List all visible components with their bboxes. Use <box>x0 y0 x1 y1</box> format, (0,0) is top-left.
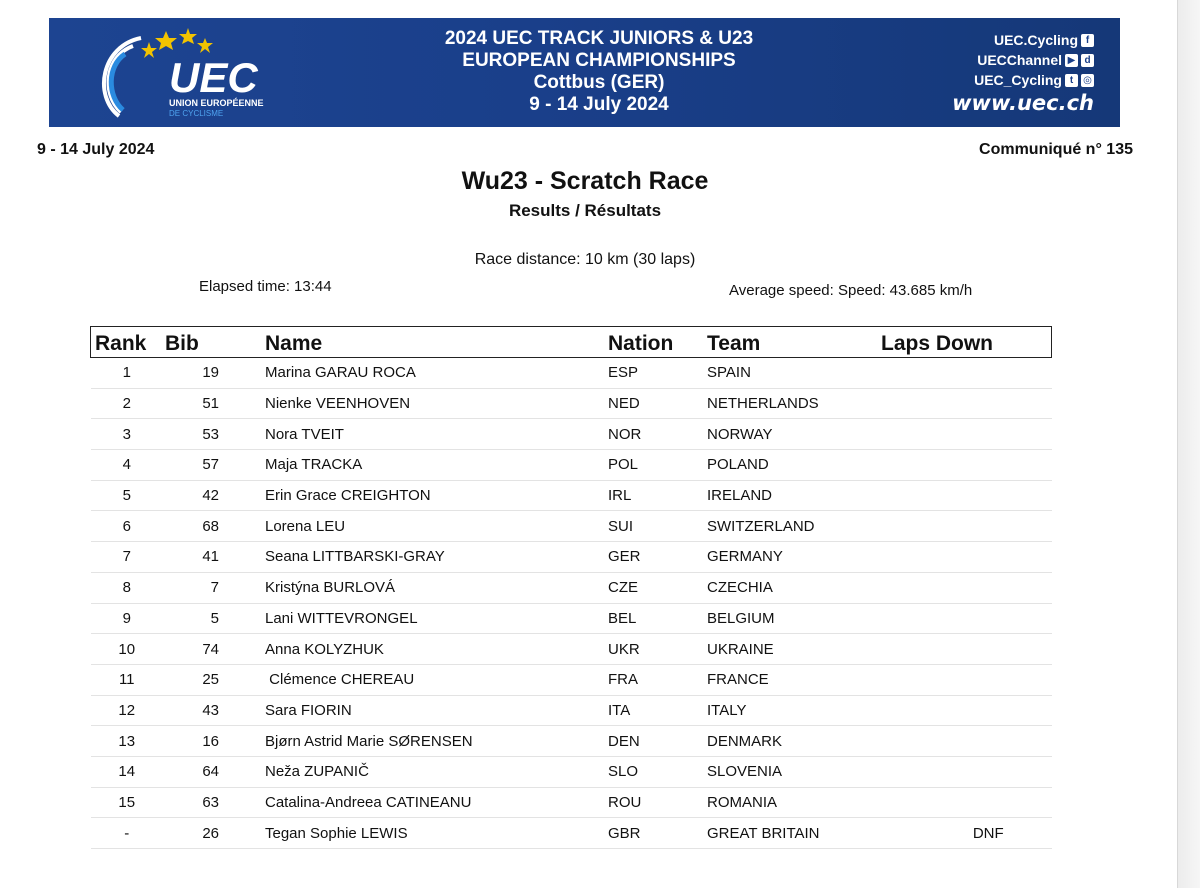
cell-nation: DEN <box>608 726 707 757</box>
cell-spacer <box>219 388 265 419</box>
results-subtitle: Results / Résultats <box>508 201 662 220</box>
banner-title-line: 9 - 14 July 2024 <box>529 94 669 115</box>
instagram-icon: ◎ <box>1081 74 1094 87</box>
cell-laps-down <box>881 358 1052 389</box>
cell-bib: 63 <box>163 787 219 818</box>
cell-laps-down <box>881 542 1052 573</box>
youtube-icon: ▶ <box>1065 54 1078 67</box>
cell-spacer <box>219 664 265 695</box>
cell-nation: GBR <box>608 818 707 849</box>
table-row <box>91 480 1052 511</box>
cell-laps-down <box>881 388 1052 419</box>
average-speed: Average speed: Speed: 43.685 km/h <box>729 282 973 299</box>
cell-rider-name: Erin Grace CREIGHTON <box>265 480 608 511</box>
cell-laps-down <box>881 695 1052 726</box>
cell-laps-down <box>881 450 1052 481</box>
cell-rank: 13 <box>91 726 164 757</box>
cell-rank: 7 <box>91 542 164 573</box>
table-row <box>91 388 1052 419</box>
table-row <box>91 603 1052 634</box>
cell-team: SPAIN <box>707 358 881 389</box>
cell-spacer <box>219 511 265 542</box>
cell-nation: UKR <box>608 634 707 665</box>
social-twitter[interactable] <box>952 70 1094 90</box>
cell-bib: 51 <box>163 388 219 419</box>
cell-rank: 9 <box>91 603 164 634</box>
cell-team: GERMANY <box>707 542 881 573</box>
cell-spacer <box>219 603 265 634</box>
cell-rider-name: Tegan Sophie LEWIS <box>265 818 608 849</box>
table-row <box>91 756 1052 787</box>
table-row <box>91 818 1052 849</box>
cell-laps-down <box>881 818 1052 849</box>
cell-laps-down <box>881 480 1052 511</box>
banner-title <box>389 28 809 116</box>
cell-bib: 41 <box>163 542 219 573</box>
cell-team: BELGIUM <box>707 603 881 634</box>
table-row <box>91 634 1052 665</box>
header-spacer <box>219 327 265 358</box>
header-laps-down: Laps Down <box>881 332 994 355</box>
cell-bib: 25 <box>163 664 219 695</box>
cell-bib: 7 <box>163 572 219 603</box>
table-row <box>91 695 1052 726</box>
cell-bib: 68 <box>163 511 219 542</box>
cell-team: CZECHIA <box>707 572 881 603</box>
table-row <box>91 419 1052 450</box>
cell-laps-down <box>881 787 1052 818</box>
cell-team: SWITZERLAND <box>707 511 881 542</box>
cell-nation: CZE <box>608 572 707 603</box>
table-row <box>91 358 1052 389</box>
cell-laps-down <box>881 634 1052 665</box>
results-table <box>90 326 1052 849</box>
table-row <box>91 726 1052 757</box>
cell-rank: 14 <box>91 756 164 787</box>
cell-laps-down <box>881 664 1052 695</box>
cell-rank: 8 <box>91 572 164 603</box>
cell-rider-name: Nienke VEENHOVEN <box>265 388 608 419</box>
cell-rider-name: Neža ZUPANIČ <box>265 756 608 787</box>
cell-team: ITALY <box>707 695 881 726</box>
cell-bib: 19 <box>163 358 219 389</box>
cell-bib: 16 <box>163 726 219 757</box>
cell-spacer <box>219 542 265 573</box>
event-dates: 9 - 14 July 2024 <box>37 141 155 158</box>
cell-nation: NOR <box>608 419 707 450</box>
race-title: Wu23 - Scratch Race <box>461 167 709 195</box>
results-table-body <box>91 358 1052 849</box>
header-name: Name <box>265 332 323 355</box>
social-label: UECChannel <box>977 52 1062 68</box>
cell-bib: 74 <box>163 634 219 665</box>
cell-nation: ESP <box>608 358 707 389</box>
header-rank: Rank <box>95 332 147 355</box>
results-table-header <box>91 327 1052 358</box>
cell-rank: 2 <box>91 388 164 419</box>
cell-laps-down <box>881 756 1052 787</box>
cell-rank: 6 <box>91 511 164 542</box>
cell-spacer <box>219 450 265 481</box>
cell-spacer <box>219 818 265 849</box>
cell-team: SLOVENIA <box>707 756 881 787</box>
social-youtube[interactable] <box>952 50 1094 70</box>
cell-rider-name: Kristýna BURLOVÁ <box>265 572 608 603</box>
cell-team: ROMANIA <box>707 787 881 818</box>
header-team: Team <box>707 332 761 355</box>
cell-team: FRANCE <box>707 664 881 695</box>
cell-team: DENMARK <box>707 726 881 757</box>
cell-bib: 26 <box>163 818 219 849</box>
cell-laps-down <box>881 419 1052 450</box>
logo-subtext-2: DE CYCLISME <box>169 109 224 118</box>
header-nation: Nation <box>608 332 674 355</box>
table-row <box>91 450 1052 481</box>
cell-rank: 5 <box>91 480 164 511</box>
cell-nation: ROU <box>608 787 707 818</box>
cell-nation: FRA <box>608 664 707 695</box>
cell-laps-down <box>881 603 1052 634</box>
banner-title-line: EUROPEAN CHAMPIONSHIPS <box>462 50 736 71</box>
cell-bib: 64 <box>163 756 219 787</box>
cell-rider-name: Bjørn Astrid Marie SØRENSEN <box>265 726 608 757</box>
dailymotion-icon: d <box>1081 54 1094 67</box>
logo-subtext-1: UNION EUROPÉENNE <box>169 98 264 108</box>
social-label: UEC_Cycling <box>974 72 1062 88</box>
cell-rider-name: Seana LITTBARSKI-GRAY <box>265 542 608 573</box>
cell-rank: 15 <box>91 787 164 818</box>
page-edge <box>1177 0 1200 888</box>
cell-bib: 57 <box>163 450 219 481</box>
table-row <box>91 572 1052 603</box>
cell-nation: SUI <box>608 511 707 542</box>
cell-laps-down <box>881 511 1052 542</box>
cell-bib: 5 <box>163 603 219 634</box>
facebook-icon: f <box>1081 34 1094 47</box>
cell-team: NORWAY <box>707 419 881 450</box>
website-link[interactable]: www.uec.ch <box>952 91 1094 115</box>
twitter-icon: t <box>1065 74 1078 87</box>
cell-rider-name: Sara FIORIN <box>265 695 608 726</box>
cell-rank: 12 <box>91 695 164 726</box>
cell-rank: 11 <box>91 664 164 695</box>
cell-rider-name: Maja TRACKA <box>265 450 608 481</box>
cell-rider-name: Clémence CHEREAU <box>265 664 608 695</box>
cell-spacer <box>219 480 265 511</box>
table-row <box>91 787 1052 818</box>
cell-nation: NED <box>608 388 707 419</box>
header-bib: Bib <box>165 332 199 355</box>
cell-bib: 42 <box>163 480 219 511</box>
cell-team: UKRAINE <box>707 634 881 665</box>
laps-down-value: DNF <box>972 824 1004 842</box>
cell-rank: - <box>91 818 164 849</box>
table-row <box>91 511 1052 542</box>
cell-rider-name: Catalina-Andreea CATINEANU <box>265 787 608 818</box>
cell-rider-name: Marina GARAU ROCA <box>265 358 608 389</box>
cell-spacer <box>219 634 265 665</box>
communique-number: Communiqué n° 135 <box>979 141 1133 158</box>
elapsed-time: Elapsed time: 13:44 <box>199 278 332 295</box>
cell-nation: GER <box>608 542 707 573</box>
cell-spacer <box>219 419 265 450</box>
social-label: UEC.Cycling <box>993 32 1078 48</box>
social-links <box>952 30 1094 113</box>
cell-rank: 10 <box>91 634 164 665</box>
cell-rank: 1 <box>91 358 164 389</box>
cell-team: POLAND <box>707 450 881 481</box>
cell-bib: 43 <box>163 695 219 726</box>
championship-banner <box>49 18 1120 127</box>
social-facebook[interactable] <box>952 30 1094 50</box>
uec-logo-icon <box>71 26 291 122</box>
cell-spacer <box>219 358 265 389</box>
cell-laps-down <box>881 572 1052 603</box>
cell-nation: BEL <box>608 603 707 634</box>
race-distance: Race distance: 10 km (30 laps) <box>474 251 696 268</box>
cell-nation: POL <box>608 450 707 481</box>
cell-rank: 4 <box>91 450 164 481</box>
cell-rider-name: Lani WITTEVRONGEL <box>265 603 608 634</box>
cell-bib: 53 <box>163 419 219 450</box>
cell-team: NETHERLANDS <box>707 388 881 419</box>
cell-spacer <box>219 756 265 787</box>
cell-team: GREAT BRITAIN <box>707 818 881 849</box>
table-row <box>91 542 1052 573</box>
cell-spacer <box>219 572 265 603</box>
cell-team: IRELAND <box>707 480 881 511</box>
cell-nation: ITA <box>608 695 707 726</box>
cell-spacer <box>219 695 265 726</box>
cell-nation: IRL <box>608 480 707 511</box>
cell-spacer <box>219 787 265 818</box>
logo-text: UEC <box>169 54 258 101</box>
banner-title-line: 2024 UEC TRACK JUNIORS & U23 <box>444 28 754 49</box>
table-row <box>91 664 1052 695</box>
cell-rank: 3 <box>91 419 164 450</box>
cell-rider-name: Anna KOLYZHUK <box>265 634 608 665</box>
cell-laps-down <box>881 726 1052 757</box>
cell-spacer <box>219 726 265 757</box>
banner-title-line: Cottbus (GER) <box>533 72 665 93</box>
cell-rider-name: Nora TVEIT <box>265 419 608 450</box>
cell-nation: SLO <box>608 756 707 787</box>
cell-rider-name: Lorena LEU <box>265 511 608 542</box>
